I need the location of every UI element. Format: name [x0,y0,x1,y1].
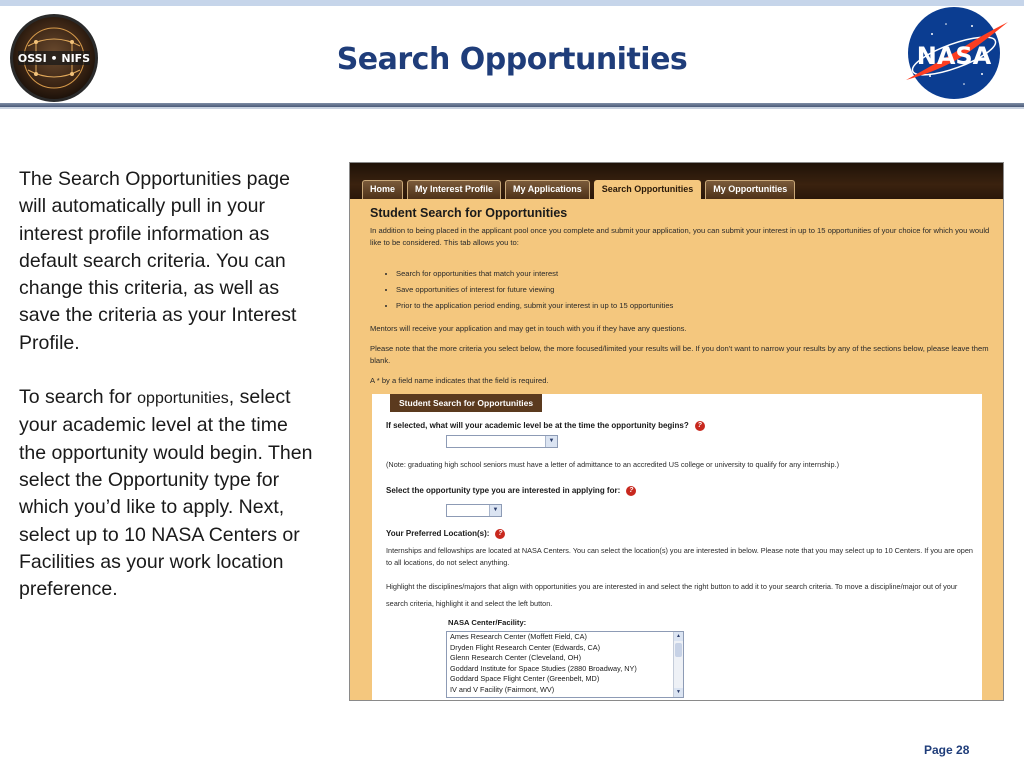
academic-level-select[interactable] [446,435,558,448]
preferred-location-label: Your Preferred Location(s): [386,529,490,539]
list-item: • Save opportunities of interest for future viewing [396,282,673,298]
help-icon[interactable]: ? [695,421,705,431]
list-item[interactable]: Dryden Flight Research Center (Edwards, CA) [450,642,601,652]
page-number: Page 28 [924,743,970,757]
academic-level-label: If selected, what will your academic level be at the time the opportunity begins? [386,421,689,431]
tab-my-applications[interactable]: My Applications [505,180,590,199]
body-paragraph-1: The Search Opportunities page will automatically pull in your interest profile information as default search criteria. You can change this criteria, as well as save the criteria as your Interest Profile. [19,168,297,354]
screenshot-focus-note: Please note that the more criteria you select below, the more focused/limited your results will be. If you don't want to narrow your results by any of the sections below, please leave them blank. [370,344,989,365]
screenshot-heading: Student Search for Opportunities [370,206,568,220]
body-text [19,166,319,630]
form-title-tab: Student Search for Opportunities [390,394,542,412]
facility-label: NASA Center/Facility: [448,618,527,627]
facility-listbox[interactable] [446,631,684,698]
help-icon[interactable]: ? [626,486,636,496]
list-item[interactable]: Goddard Institute for Space Studies (2880 Broadway, NY) [450,663,637,673]
chevron-up-icon[interactable]: ▲ [674,632,683,641]
list-item: • Prior to the application period ending, submit your interest in up to 15 opportunities [396,298,673,314]
body-paragraph-2-rest: , select your academic level at the time the opportunity would begin. Then select the Opportunity type for which you’d like to apply. Next, select up to 10 NASA Centers or Facilities as your work location preference. [19,386,313,601]
list-item[interactable]: Glenn Research Center (Cleveland, OH) [450,653,581,662]
opportunity-type-question [386,486,636,496]
disciplines-note: Highlight the disciplines/majors that align with opportunities you are interested in and select the right button to add it to your search criteria. To move a discipline/major out of your search criteria, highlight it and select the left button. [386,582,958,608]
tab-search-opportunities[interactable]: Search Opportunities [594,180,702,199]
tab-home[interactable]: Home [362,180,403,199]
embedded-screenshot [349,162,1004,701]
list-item[interactable]: Ames Research Center (Moffett Field, CA) [450,632,587,641]
screenshot-intro: In addition to being placed in the applicant pool once you complete and submit your application, you can submit your interest in up to 15 opportunities of your choice for which you would like to be considered. This tab allows you to: [370,226,990,247]
listbox-scrollbar[interactable] [673,632,683,697]
help-icon[interactable]: ? [495,529,505,539]
preferred-location-note: Internships and fellowships are located at NASA Centers. You can select the location(s) you are interested in below. Please note that you may select up to 10 Centers. If you are open to all locations, do not select anything. [386,546,973,567]
list-item: • Search for opportunities that match your interest [396,266,673,282]
tab-my-interest-profile[interactable]: My Interest Profile [407,180,501,199]
opportunity-type-label: Select the opportunity type you are interested in applying for: [386,486,621,496]
screenshot-mentors-note: Mentors will receive your application and may get in touch with you if they have any questions. [370,324,687,333]
screenshot-tab-bar [362,180,795,199]
tab-my-opportunities[interactable]: My Opportunities [705,180,795,199]
list-item[interactable]: IV and V Facility (Fairmont, WV) [450,684,555,694]
body-paragraph-2 [19,384,319,603]
svg-text:NASA: NASA [916,42,992,70]
screenshot-required-note: A * by a field name indicates that the field is required. [370,376,549,385]
academic-level-note: (Note: graduating high school seniors must have a letter of admittance to an accredited US college or university to qualify for any internship.) [386,460,840,469]
body-paragraph-2-start: To search for [19,386,138,409]
svg-text:OSSI • NIFS: OSSI • NIFS [17,52,91,65]
search-form-panel [372,394,982,700]
opportunity-type-select[interactable] [446,504,502,517]
chevron-down-icon[interactable]: ▼ [674,688,683,697]
nasa-meatball-logo [902,4,1010,102]
header-rule-light [0,107,1024,109]
academic-level-question [386,421,705,431]
page-title: Search Opportunities [336,42,688,77]
chevron-down-icon: ▼ [545,436,557,447]
scrollbar-thumb[interactable] [675,643,682,657]
top-band [0,0,1024,6]
body-paragraph-2-keyword: opportunities [137,390,229,408]
chevron-down-icon: ▼ [489,505,501,516]
preferred-location-question [386,529,505,539]
list-item[interactable]: Goddard Space Flight Center (Greenbelt, MD) [450,674,600,683]
screenshot-bullet-list [388,266,673,314]
